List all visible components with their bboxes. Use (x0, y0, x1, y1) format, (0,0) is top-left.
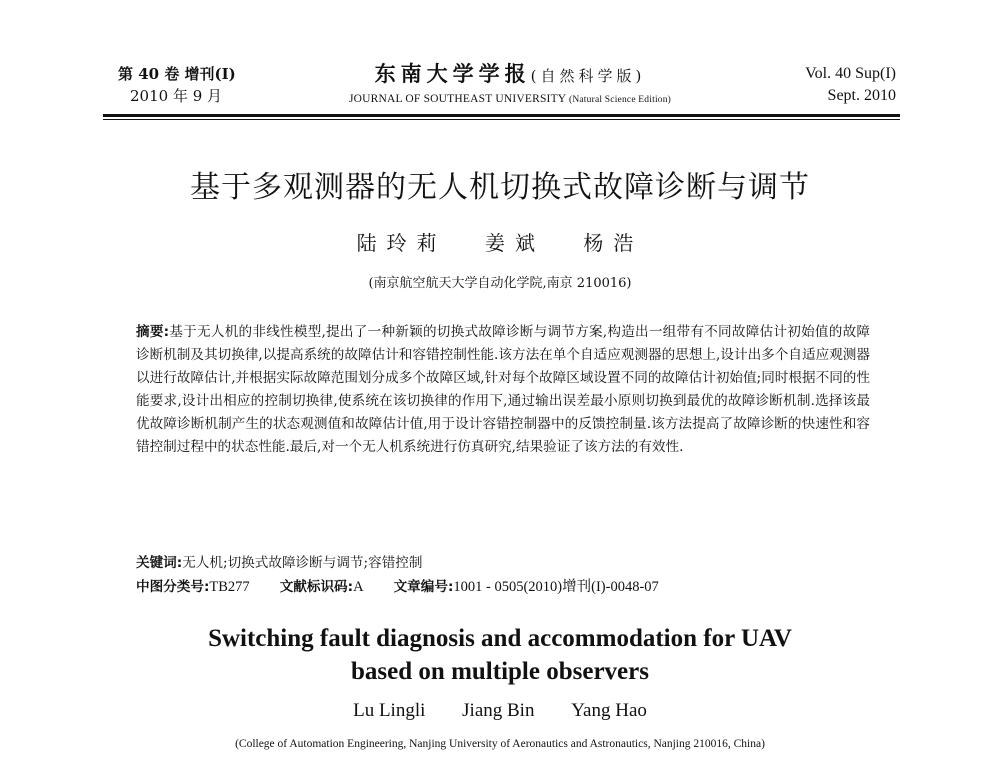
author-list-cn (0, 228, 1000, 258)
journal-edition-en: (Natural Science Edition) (568, 95, 672, 105)
author-list-en (0, 698, 1000, 724)
author-name-en: Lu Lingli (353, 700, 426, 721)
abstract-text: 基于无人机的非线性模型,提出了一种新颖的切换式故障诊断与调节方案,构造出一组带有不同故障估计初始值的故障诊断机制及其切换律,以提高系统的故障估计和容错控制性能.该方法在单个自适应观测器的思想上,设计出多个自适应观测器以进行故障估计,并根据实际故障范围划分成多个故障区域,针对每个故障区域设置不同的故障估计初始值;同时根据不同的性能要求,设计出相应的控制切换律,使系统在该切换律的作用下,通过输出误差最小原则切换到最优的故障诊断机制.选择该最优故障诊断机制产生的状态观测值和故障估计值,用于设计容错控制器中的反馈控制量.该方法提高了故障诊断的快速性和容错控制过程中的状态性能.最后,对一个无人机系统进行仿真研究,结果验证了该方法的有效性. (136, 324, 870, 455)
clc-value: TB277 (209, 579, 250, 595)
journal-subtitle-cn: (自然科学版) (530, 67, 646, 85)
article-number-value: 1001 - 0505(2010)增刊(I)-0048-07 (453, 579, 659, 595)
date-en: Sept. 2010 (827, 87, 896, 104)
date-cn: 2010 年 9 月 (130, 87, 223, 105)
keywords-cn (136, 552, 870, 574)
affiliation-en: (College of Automation Engineering, Nanjing University of Aeronautics and Astronautics, Nanjing 210016, China) (235, 738, 765, 750)
journal-name-cn (300, 60, 720, 90)
affiliation-cn: (南京航空航天大学自动化学院,南京 210016) (368, 276, 632, 291)
header-left (118, 63, 308, 107)
article-number-label: 文章编号: (393, 579, 454, 595)
author-name-en: Yang Hao (571, 700, 647, 721)
abstract-label: 摘要: (136, 324, 170, 340)
volume-issue-cn: 第 40 卷 增刊(I) (118, 65, 236, 83)
header-rule-thick (103, 114, 900, 117)
classification-line (136, 576, 870, 598)
volume-issue-en: Vol. 40 Sup(I) (805, 65, 896, 82)
author-name-cn: 杨浩 (583, 231, 644, 255)
paper-title-en-line1: Switching fault diagnosis and accommodation for UAV (208, 625, 792, 652)
paper-title-en (0, 622, 1000, 688)
keywords-label: 关键词: (136, 555, 183, 571)
doc-code-value: A (353, 579, 364, 595)
header-center (300, 60, 720, 109)
header-rule-thin (103, 119, 900, 120)
doc-code-label: 文献标识码: (279, 579, 354, 595)
clc-label: 中图分类号: (136, 579, 210, 595)
author-name-cn: 陆玲莉 (356, 231, 447, 255)
paper-title-cn: 基于多观测器的无人机切换式故障诊断与调节 (190, 170, 810, 205)
journal-title-en: JOURNAL OF SOUTHEAST UNIVERSITY (348, 93, 566, 105)
author-name-en: Jiang Bin (462, 700, 535, 721)
header-right (736, 63, 896, 107)
keywords-text: 无人机;切换式故障诊断与调节;容错控制 (182, 555, 423, 571)
journal-title-cn: 东南大学学报 (374, 61, 531, 86)
author-name-cn: 姜斌 (485, 231, 545, 255)
paper-title-en-line2: based on multiple observers (351, 658, 649, 685)
journal-name-en (300, 90, 720, 109)
abstract-cn (136, 321, 870, 459)
